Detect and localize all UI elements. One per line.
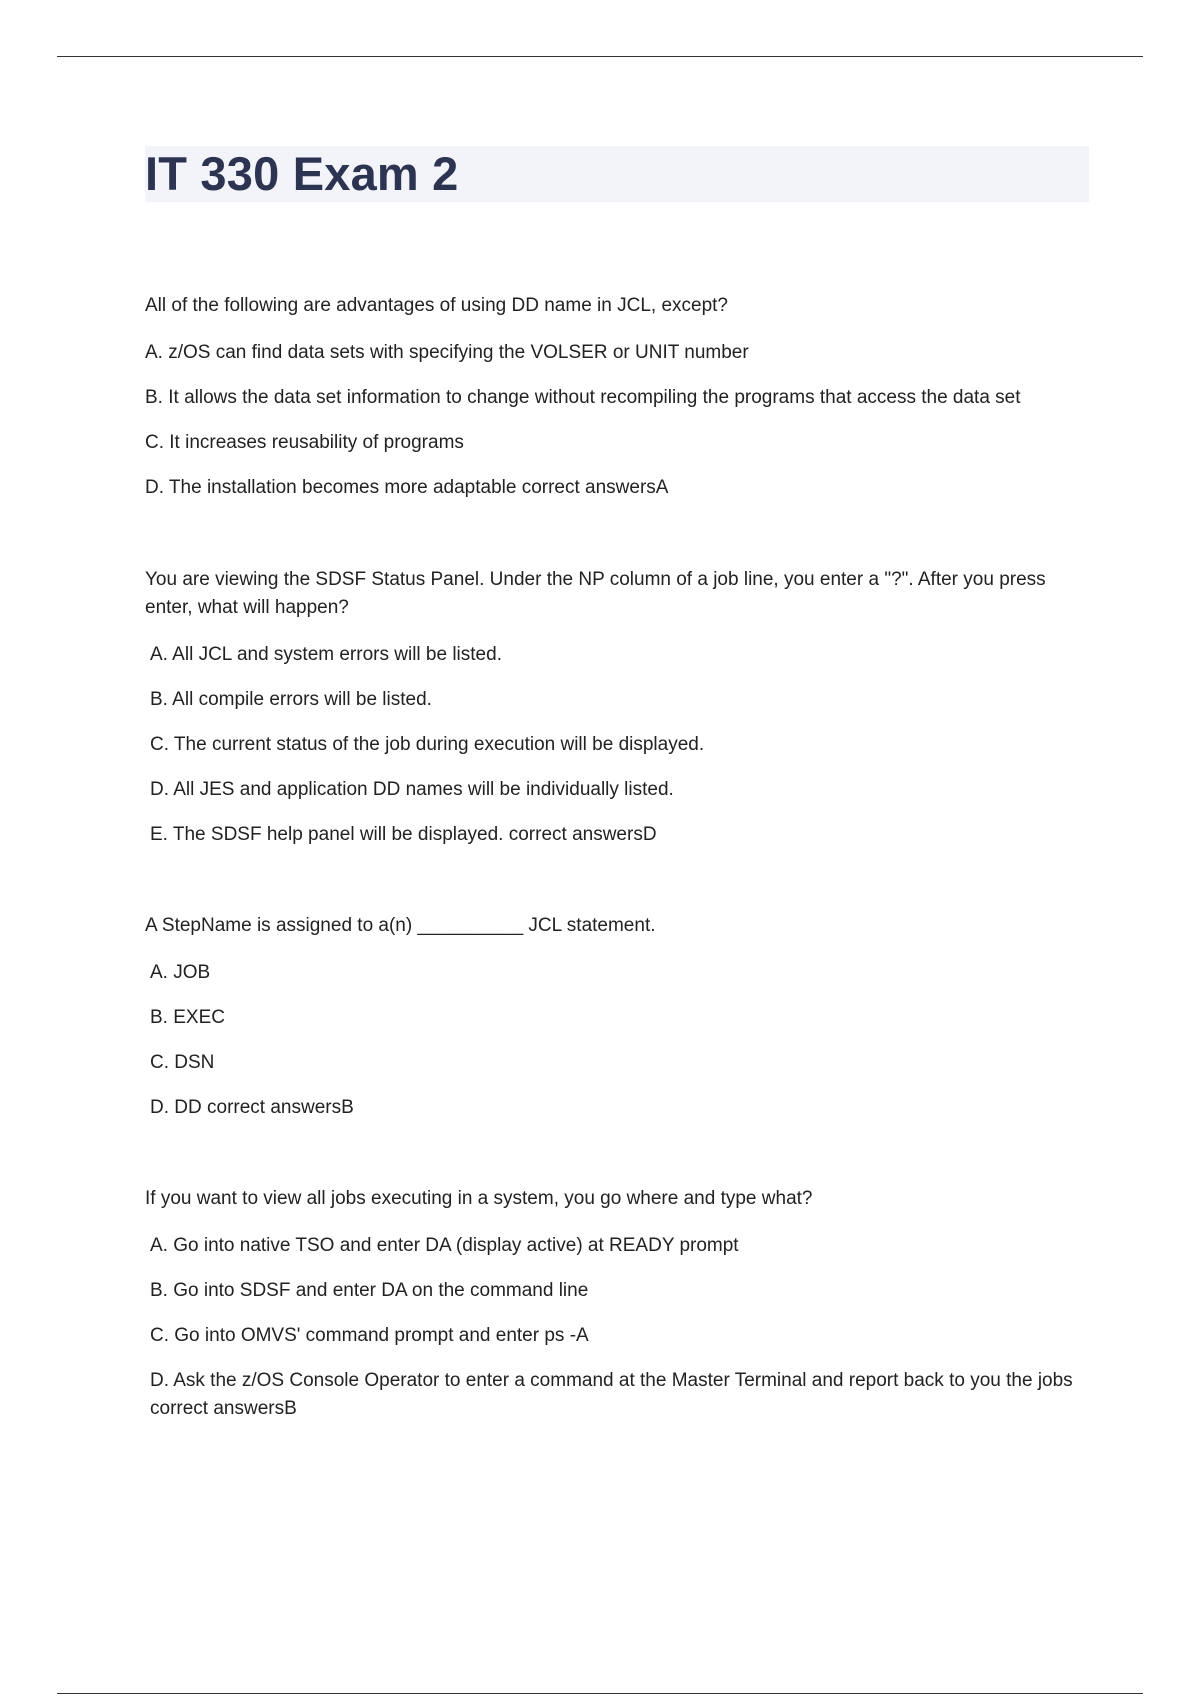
- footer-rule: [57, 1693, 1143, 1694]
- answer-option-with-correct-answer: D. DD correct answersB: [150, 1097, 354, 1118]
- document-title: IT 330 Exam 2: [145, 147, 459, 200]
- question-text: All of the following are advantages of using DD name in JCL, except?: [145, 295, 728, 316]
- answer-option: A. JOB: [150, 962, 211, 983]
- answer-option: D. All JES and application DD names will be individually listed.: [150, 779, 674, 800]
- answer-option: A. Go into native TSO and enter DA (display active) at READY prompt: [150, 1235, 739, 1256]
- title-banner: [145, 146, 1089, 202]
- answer-option: C. The current status of the job during execution will be displayed.: [150, 734, 705, 755]
- question-block: [145, 292, 1095, 519]
- answer-option: C. DSN: [150, 1052, 215, 1073]
- question-text: You are viewing the SDSF Status Panel. Under the NP column of a job line, you enter a "?". After you press enter, what will happen?: [145, 569, 1046, 618]
- answer-option: B. All compile errors will be listed.: [150, 689, 432, 710]
- answer-option: C. It increases reusability of programs: [145, 432, 464, 453]
- answer-option-with-correct-answer: D. The installation becomes more adaptable correct answersA: [145, 477, 669, 498]
- answer-option: B. It allows the data set information to change without recompiling the programs that access the data set: [145, 387, 1021, 408]
- answer-option-with-correct-answer: D. Ask the z/OS Console Operator to enter a command at the Master Terminal and report back to you the jobs correct answersB: [150, 1370, 1073, 1419]
- question-text: A StepName is assigned to a(n) __________ JCL statement.: [145, 915, 656, 936]
- answer-option: B. EXEC: [150, 1007, 225, 1028]
- answer-option: B. Go into SDSF and enter DA on the command line: [150, 1280, 589, 1301]
- answer-option-with-correct-answer: E. The SDSF help panel will be displayed. correct answersD: [150, 824, 657, 845]
- question-block: [145, 912, 1095, 1139]
- answer-option: A. z/OS can find data sets with specifying the VOLSER or UNIT number: [145, 342, 749, 363]
- question-block: [145, 566, 1095, 866]
- question-block: [145, 1185, 1095, 1440]
- question-text: If you want to view all jobs executing in a system, you go where and type what?: [145, 1188, 813, 1209]
- answer-option: A. All JCL and system errors will be listed.: [150, 644, 502, 665]
- answer-option: C. Go into OMVS' command prompt and enter ps -A: [150, 1325, 589, 1346]
- header-rule: [57, 56, 1143, 57]
